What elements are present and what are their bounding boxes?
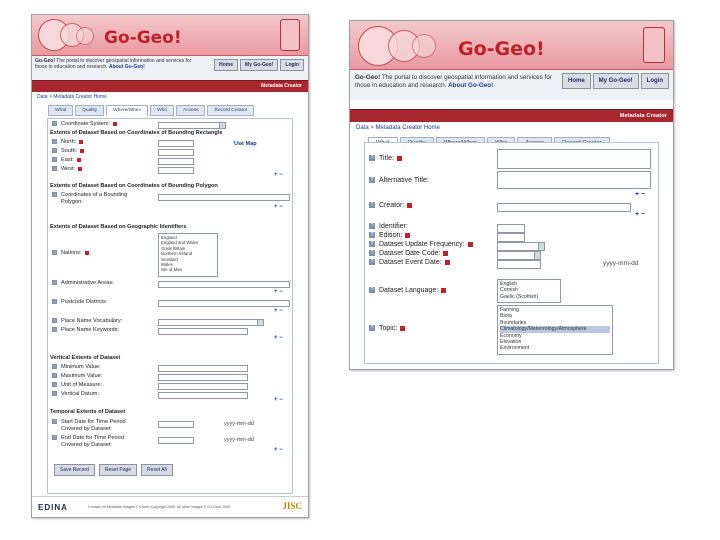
topic-selected-option: Climatology/Meteorology/Atmosphere — [500, 326, 610, 332]
reset-all-button[interactable]: Reset All — [141, 464, 173, 476]
end-date-input[interactable] — [158, 437, 194, 444]
breadcrumb-current[interactable]: Metadata Creator Home — [53, 94, 107, 100]
update-frequency-select[interactable] — [497, 242, 545, 251]
about-link[interactable]: About Go-Geo! — [448, 82, 494, 89]
go-geo-banner — [350, 21, 673, 70]
help-icon[interactable]: ? — [370, 325, 374, 332]
help-icon[interactable]: ? — [370, 155, 374, 162]
tab-quality[interactable]: Quality — [75, 105, 104, 116]
postcode-label: ? Postcode Districts: — [53, 299, 108, 305]
creator-input[interactable] — [497, 203, 631, 212]
help-icon[interactable]: ? — [53, 250, 56, 256]
required-marker — [113, 122, 117, 126]
alt-title-textarea[interactable] — [497, 171, 651, 189]
home-button[interactable]: Home — [214, 59, 238, 71]
edition-input[interactable] — [497, 233, 525, 242]
help-icon[interactable]: ? — [53, 139, 56, 145]
help-icon[interactable]: ? — [370, 241, 374, 248]
min-value-label: ? Minimum Value: — [53, 364, 101, 370]
place-keywords-label: ? Place Name Keywords: — [53, 327, 120, 333]
place-vocab-label: ? Place Name Vocabulary: — [53, 318, 123, 324]
help-icon[interactable]: ? — [53, 299, 56, 305]
help-icon[interactable]: ? — [370, 232, 374, 239]
postcode-input[interactable] — [158, 300, 290, 307]
max-value-input[interactable] — [158, 374, 248, 381]
go-geo-logo[interactable]: Go-Geo! — [458, 38, 545, 60]
help-icon[interactable]: ? — [53, 435, 56, 441]
help-icon[interactable]: ? — [53, 391, 56, 397]
help-icon[interactable]: ? — [53, 382, 56, 388]
help-icon[interactable]: ? — [53, 318, 56, 324]
gps-device-icon — [280, 19, 300, 51]
vertical-datum-label: ? Vertical Datum: — [53, 391, 99, 397]
help-icon[interactable]: ? — [53, 166, 56, 172]
help-icon[interactable]: ? — [53, 327, 56, 333]
gps-device-icon — [643, 27, 665, 63]
east-input[interactable] — [158, 158, 194, 165]
start-date-format-hint: yyyy-mm-dd — [224, 421, 254, 427]
polygon-label-cont: Polygon: — [61, 199, 83, 205]
help-icon[interactable]: ? — [53, 121, 56, 127]
help-icon[interactable]: ? — [370, 202, 374, 209]
my-go-geo-button[interactable]: My Go-Geo! — [240, 59, 278, 71]
alt-title-label: ? Alternative Title: — [370, 177, 429, 184]
tab-record-creator[interactable]: Record Creator — [207, 105, 254, 116]
help-icon[interactable]: ? — [370, 259, 374, 266]
vertical-datum-input[interactable] — [158, 392, 248, 399]
add-remove-controls[interactable]: + − — [635, 191, 646, 198]
go-geo-logo[interactable]: Go-Geo! — [104, 28, 182, 48]
help-icon[interactable]: ? — [53, 419, 56, 425]
nations-listbox[interactable]: England England and Wales Great Britain Northern Ireland Scotland Wales Isle of Man — [158, 233, 218, 277]
vertical-heading: Vertical Extents of Dataset — [50, 355, 121, 361]
what-screen — [349, 20, 674, 370]
polygon-label: ? Coordinates of a Bounding — [53, 192, 128, 198]
add-remove-controls[interactable]: + − — [274, 289, 283, 295]
go-geo-banner — [32, 15, 308, 56]
west-label: ? West: — [52, 166, 82, 172]
update-frequency-label: ? Dataset Update Frequency: — [369, 241, 473, 248]
admin-areas-input[interactable] — [158, 281, 290, 288]
tab-bar — [32, 102, 308, 116]
help-icon[interactable]: ? — [53, 373, 56, 379]
help-icon[interactable]: ? — [53, 364, 56, 370]
intro-text: The portal to discover geospatial information and services for those in education and research. — [35, 58, 192, 70]
my-go-geo-button[interactable]: My Go-Geo! — [593, 73, 639, 89]
tab-what[interactable]: What — [48, 105, 73, 116]
max-value-label: ? Maximum Value: — [53, 373, 103, 379]
help-icon[interactable]: ? — [370, 177, 374, 184]
uk-map-icon — [76, 27, 94, 45]
home-button[interactable]: Home — [562, 73, 591, 89]
footer-text: Contact Us Metadata Images © Crown Copyright 2005. All other images © Go-Geo! 2005 — [88, 505, 230, 509]
help-icon[interactable]: ? — [53, 157, 56, 163]
identifier-label: ? Identifier: — [370, 223, 408, 230]
event-date-input[interactable] — [497, 260, 541, 269]
south-label: ? South: — [52, 148, 84, 154]
reset-page-button[interactable]: Reset Page — [99, 464, 137, 476]
end-date-format-hint: yyyy-mm-dd — [224, 437, 254, 443]
add-remove-controls[interactable]: + − — [274, 397, 283, 403]
start-date-label-cont: Covered by Dataset: — [61, 426, 112, 432]
end-date-label: ? End Date for Time Period — [53, 435, 124, 441]
place-vocab-select[interactable] — [158, 319, 264, 326]
language-label: ? Dataset Language: — [369, 287, 446, 294]
intro-text: The portal to discover geospatial information and services for those in education and research. — [355, 74, 552, 89]
uk-map-icon — [412, 34, 436, 58]
identifier-input[interactable] — [497, 224, 525, 233]
coord-system-select[interactable] — [158, 122, 226, 129]
event-date-format-hint: yyyy-mm-dd — [603, 260, 639, 267]
where-when-screen — [31, 14, 309, 518]
breadcrumb: Data > Metadata Creator Home — [356, 125, 440, 131]
south-input[interactable] — [158, 149, 194, 156]
what-form — [364, 142, 659, 364]
topic-listbox[interactable]: Farming Biota Boundaries Climatology/Meteorology/Atmosphere Economy Elevation Environment — [497, 305, 613, 355]
login-button[interactable]: Login — [280, 59, 304, 71]
add-remove-controls[interactable]: + − — [635, 211, 646, 218]
use-map-link[interactable]: Use Map — [234, 141, 257, 147]
where-when-form — [47, 118, 293, 494]
help-icon[interactable]: ? — [53, 280, 56, 286]
polygon-input[interactable] — [158, 194, 290, 201]
footer — [32, 496, 308, 517]
min-value-input[interactable] — [158, 365, 248, 372]
nations-label: ? Nations: — [52, 250, 89, 256]
admin-areas-label: ? Administrative Areas: — [53, 280, 114, 286]
north-label: ? North: — [52, 139, 83, 145]
intro-strip — [32, 56, 308, 80]
breadcrumb-data-link[interactable]: Data — [356, 125, 369, 131]
north-input[interactable] — [158, 140, 194, 147]
start-date-input[interactable] — [158, 421, 194, 428]
title-textarea[interactable] — [497, 149, 651, 169]
tab-where-when[interactable]: Where/When — [106, 105, 148, 116]
language-listbox[interactable]: English Cornish Gaelic (Scottish) — [497, 279, 561, 303]
intro-lead: Go-Geo! — [35, 58, 55, 64]
polygon-heading: Extents of Dataset Based on Coordinates of Bounding Polygon — [50, 183, 218, 189]
about-link[interactable]: About Go-Geo! — [108, 64, 145, 70]
breadcrumb-current[interactable]: Metadata Creator Home — [375, 125, 440, 131]
date-code-label: ? Dataset Date Code: — [369, 250, 448, 257]
coord-system-label: ? Coordinate System: — [52, 121, 117, 127]
add-remove-controls[interactable]: + − — [274, 335, 283, 341]
tab-who[interactable]: Who — [150, 105, 174, 116]
help-icon[interactable]: ? — [53, 148, 56, 154]
help-icon[interactable]: ? — [53, 192, 56, 198]
tab-access[interactable]: Access — [176, 105, 205, 116]
add-remove-controls[interactable]: + − — [274, 204, 283, 210]
help-icon[interactable]: ? — [370, 223, 374, 230]
west-input[interactable] — [158, 167, 194, 174]
bbox-heading: Extents of Dataset Based on Coordinates of Bounding Rectangle — [50, 130, 223, 136]
geo-id-heading: Extents of Dataset Based on Geographic Identifiers — [50, 224, 187, 230]
save-record-button[interactable]: Save Record — [54, 464, 95, 476]
add-remove-controls[interactable]: + − — [274, 172, 283, 178]
east-label: ? East: — [52, 157, 81, 163]
event-date-label: ? Dataset Event Date: — [369, 259, 450, 266]
add-remove-controls[interactable]: + − — [274, 308, 283, 314]
end-date-label-cont: Covered by Dataset: — [61, 442, 112, 448]
breadcrumb-data-link[interactable]: Data — [37, 94, 48, 100]
add-remove-controls[interactable]: + − — [274, 447, 283, 453]
start-date-label: ? Start Date for Time Period — [53, 419, 126, 425]
breadcrumb: Data > Metadata Creator Home — [37, 94, 107, 100]
edition-label: ? Edition: — [369, 232, 410, 239]
help-icon[interactable]: ? — [370, 250, 374, 257]
date-code-select[interactable] — [497, 251, 541, 260]
form-buttons — [54, 464, 173, 476]
help-icon[interactable]: ? — [370, 287, 374, 294]
place-keywords-input[interactable] — [158, 328, 248, 335]
unit-label: ? Unit of Measure: — [53, 382, 103, 388]
section-bar: Metadata Creator — [32, 80, 308, 92]
jisc-logo[interactable]: JISC — [282, 501, 302, 511]
creator-label: ? Creator: — [369, 202, 412, 209]
intro-lead: Go-Geo! — [355, 74, 381, 81]
intro-strip — [350, 70, 673, 100]
topic-label: ? Topic: — [369, 325, 405, 332]
section-bar: Metadata Creator — [350, 109, 673, 122]
edina-logo[interactable]: EDINA — [38, 503, 68, 512]
title-label: ? Title: — [369, 155, 402, 162]
temporal-heading: Temporal Extents of Dataset — [50, 409, 126, 415]
unit-input[interactable] — [158, 383, 248, 390]
login-button[interactable]: Login — [641, 73, 669, 89]
